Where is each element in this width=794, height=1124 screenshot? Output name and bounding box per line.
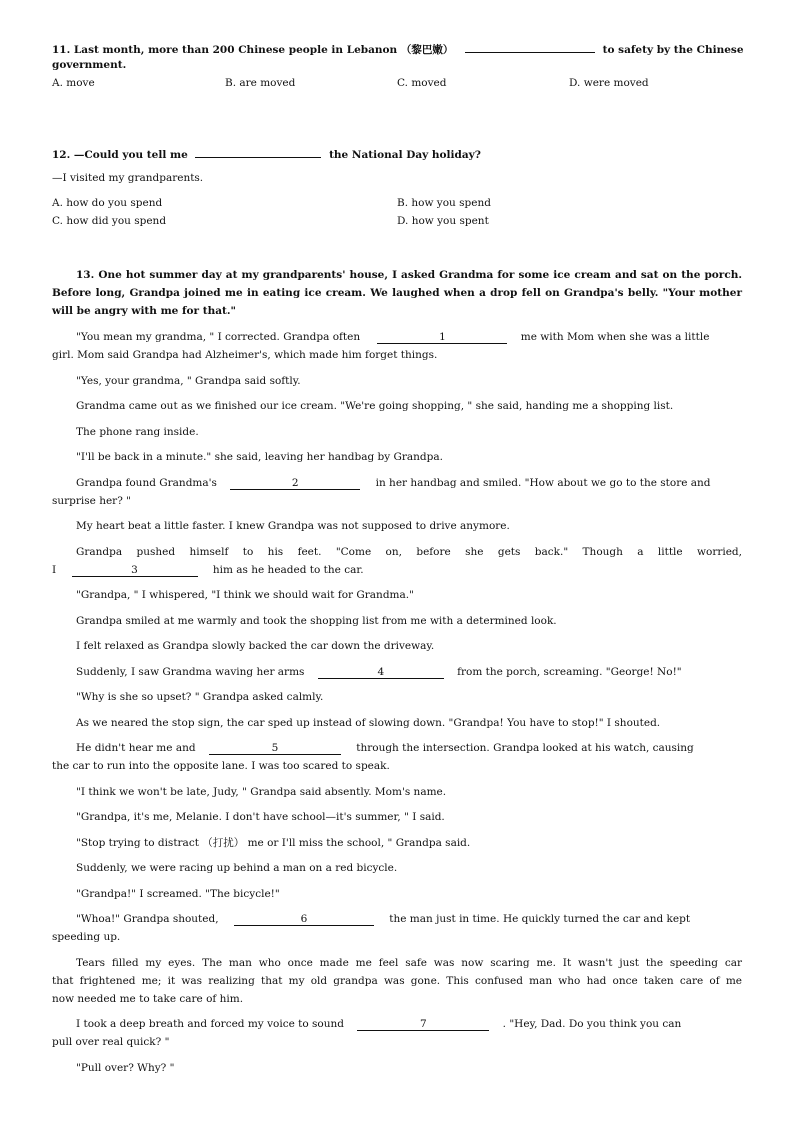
passage-p8-line2 [52,563,364,577]
passage-p23-line2: pull over real quick? " [52,1036,170,1048]
passage-p10: Grandpa smiled at me warmly and took the shopping list from me with a determined look. [76,615,557,627]
q11-stem-line1 [52,40,742,57]
passage-text: "Whoa!" Grandpa shouted, [76,913,219,925]
passage-text: from the porch, screaming. "George! No!" [457,666,682,678]
q11-option-b: B. are moved [225,77,296,89]
passage-p6-line2: surprise her? " [52,495,132,507]
passage-p11: I felt relaxed as Grandpa slowly backed the car down the driveway. [76,640,435,652]
passage-text: He didn't hear me and [76,742,196,754]
blank-2: 2 [230,477,360,490]
q11-option-a: A. move [52,77,95,89]
passage-text: Grandpa found Grandma's [76,477,217,489]
passage-p21-line1 [52,912,690,926]
passage-p15-line2: the car to run into the opposite lane. I was too scared to speak. [52,760,390,772]
passage-p3: Grandma came out as we finished our ice cream. "We're going shopping, " she said, handing me a shopping list. [76,400,674,412]
passage-p15-line1 [52,741,694,755]
passage-text: in her handbag and smiled. "How about we go to the store and [375,477,711,489]
blank-1: 1 [377,331,507,344]
q11-option-d: D. were moved [569,77,649,89]
passage-p23-line1 [52,1017,681,1031]
q13-intro-line1: 13. One hot summer day at my grandparents' house, I asked Grandma for some ice cream and sat on the porch. [76,269,742,281]
q11-blank [465,40,595,53]
passage-p21-line2: speeding up. [52,931,121,943]
passage-p19: Suddenly, we were racing up behind a man on a red bicycle. [76,862,398,874]
passage-p14: As we neared the stop sign, the car sped up instead of slowing down. "Grandpa! You have to stop!" I shouted. [76,717,661,729]
passage-p12 [52,665,682,679]
passage-text: through the intersection. Grandpa looked at his watch, causing [356,742,694,754]
q12-option-c: C. how did you spend [52,215,167,227]
blank-7: 7 [357,1018,489,1031]
passage-text: I took a deep breath and forced my voice to sound [76,1018,344,1030]
passage-p24: "Pull over? Why? " [76,1062,175,1074]
q12-stem [52,145,481,162]
passage-p9: "Grandpa, " I whispered, "I think we should wait for Grandma." [76,589,414,601]
passage-p13: "Why is she so upset? " Grandpa asked calmly. [76,691,324,703]
q12-option-b: B. how you spend [397,197,491,209]
passage-text: him as he headed to the car. [212,564,364,576]
passage-p22-line2: that frightened me; it was realizing that my old grandpa was gone. This confused man who had once taken care of me [52,975,742,987]
q12-blank [195,145,321,158]
q12-option-d: D. how you spent [397,215,489,227]
passage-p2: "Yes, your grandma, " Grandpa said softly. [76,375,301,387]
passage-p8-line1: Grandpa pushed himself to his feet. "Come on, before she gets back." Though a little worried, [76,546,742,558]
passage-p18: "Stop trying to distract （打扰） me or I'll miss the school, " Grandpa said. [76,837,471,849]
passage-p7: My heart beat a little faster. I knew Grandpa was not supposed to drive anymore. [76,520,510,532]
q12-stem-b: the National Day holiday? [329,149,481,161]
passage-text: "You mean my grandma, " I corrected. Grandpa often [76,331,361,343]
q11-stem-a: 11. Last month, more than 200 Chinese people in Lebanon （黎巴嫩） [52,44,454,56]
q11-stem-b: to safety by the Chinese [602,44,744,56]
blank-5: 5 [209,742,341,755]
passage-p1-line2: girl. Mom said Grandpa had Alzheimer's, which made him forget things. [52,349,438,361]
blank-4: 4 [318,666,444,679]
passage-p16: "I think we won't be late, Judy, " Grandpa said absently. Mom's name. [76,786,447,798]
passage-p6-line1 [52,476,711,490]
q13-intro-line3: will be angry with me for that." [52,305,236,317]
passage-p17: "Grandpa, it's me, Melanie. I don't have school—it's summer, " I said. [76,811,445,823]
blank-3: 3 [72,564,198,577]
passage-p20: "Grandpa!" I screamed. "The bicycle!" [76,888,280,900]
passage-text: the man just in time. He quickly turned the car and kept [389,913,691,925]
q12-answer: —I visited my grandparents. [52,172,204,184]
passage-text: me with Mom when she was a little [520,331,710,343]
passage-text: I [52,564,57,576]
q12-stem-a: 12. —Could you tell me [52,149,188,161]
q11-option-c: C. moved [397,77,447,89]
passage-p4: The phone rang inside. [76,426,199,438]
q13-intro-line2: Before long, Grandpa joined me in eating ice cream. We laughed when a drop fell on Grandpa's belly. "Your mother [52,287,742,299]
passage-p22-line3: now needed me to take care of him. [52,993,244,1005]
blank-6: 6 [234,913,374,926]
passage-p22-line1: Tears filled my eyes. The man who once made me feel safe was now scaring me. It wasn't just the speeding car [76,957,742,969]
passage-p1-line1 [52,330,742,344]
q11-stem-c: government. [52,59,127,71]
passage-p5: "I'll be back in a minute." she said, leaving her handbag by Grandpa. [76,451,443,463]
q12-option-a: A. how do you spend [52,197,163,209]
passage-text: Suddenly, I saw Grandma waving her arms [76,666,305,678]
passage-text: . "Hey, Dad. Do you think you can [502,1018,682,1030]
